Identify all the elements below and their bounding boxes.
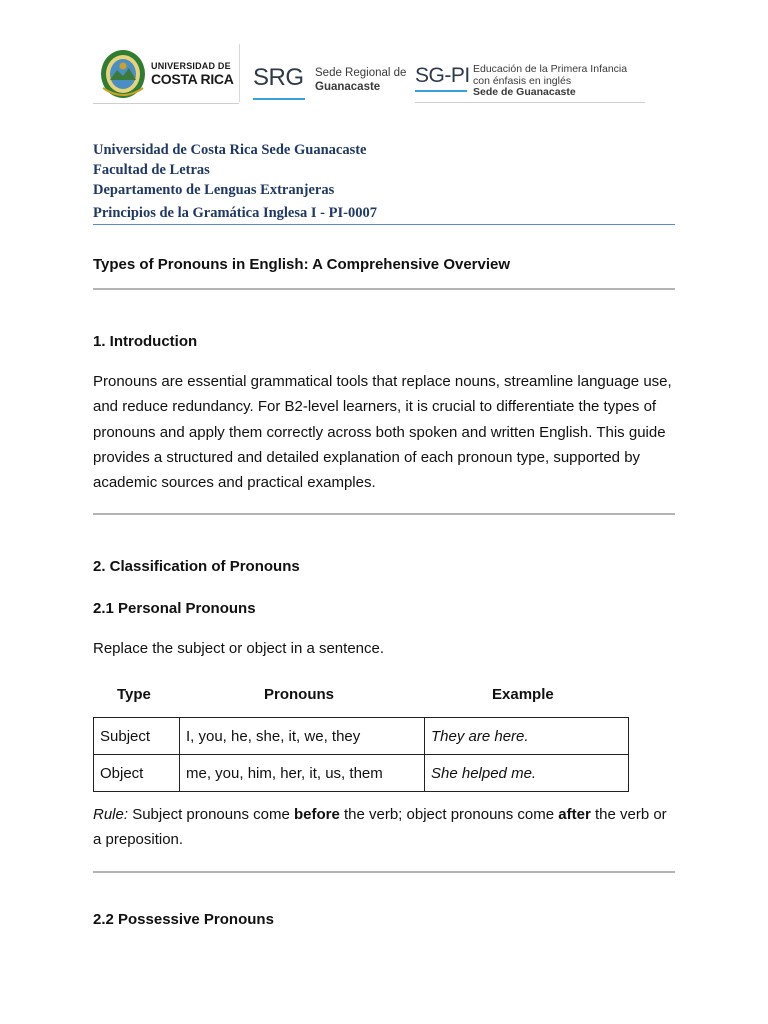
institution-block [93,140,377,223]
sgpi-logo-mark: SG-PI [415,64,470,87]
institution-line4: Principios de la Gramática Inglesa I - PI-0007 [93,205,377,221]
divider-2 [93,513,675,515]
table-cell-type: Object [94,755,180,792]
header-rule [93,224,675,225]
table-header-example: Example [492,686,554,703]
personal-pronouns-table [93,717,629,792]
table-row [94,755,629,792]
table-header-pronouns: Pronouns [264,686,334,703]
ucr-seal-icon [99,48,147,100]
table-row [94,718,629,755]
institution-line3: Departamento de Lenguas Extranjeras [93,182,335,198]
rule-text-2: the verb; object pronouns come [339,806,559,823]
table-header-type: Type [117,686,151,703]
possessive-pronouns-heading: 2.2 Possessive Pronouns [93,911,274,928]
institution-line1: Universidad de Costa Rica Sede Guanacaste [93,142,367,158]
srg-logo-sub2: Guanacaste [315,81,381,93]
rule-bold-before: before [293,806,340,823]
table-cell-pronouns: me, you, him, her, it, us, them [180,755,425,792]
table-cell-example: They are here. [425,718,629,755]
sgpi-logo-sub3: Sede de Guanacaste [473,86,576,98]
table-cell-example: She helped me. [425,755,629,792]
ucr-logo [93,42,239,104]
rule-paragraph [93,802,675,853]
rule-bold-after: after [558,806,591,823]
rule-text-1: Subject pronouns come [128,806,294,823]
sgpi-logo-sub1: Educación de la Primera Infancia [473,63,628,75]
rule-text-3: the verb or a preposition. [93,806,667,849]
ucr-logo-line2: COSTA RICA [151,71,234,87]
srg-logo-sub1: Sede Regional de [315,67,407,79]
logo-divider [239,44,240,102]
personal-pronouns-heading: 2.1 Personal Pronouns [93,600,256,617]
document-title: Types of Pronouns in English: A Comprehensive Overview [93,256,511,273]
rule-label: Rule: [93,806,129,823]
personal-pronouns-desc: Replace the subject or object in a sentence. [93,640,385,657]
table-cell-type: Subject [94,718,180,755]
sgpi-logo-sub2: con énfasis en inglés [473,74,572,87]
srg-logo-mark: SRG [253,64,304,91]
table-cell-pronouns: I, you, he, she, it, we, they [180,718,425,755]
ucr-logo-line1: UNIVERSIDAD DE [151,61,231,71]
header-logos [93,42,645,104]
classification-heading: 2. Classification of Pronouns [93,558,300,575]
divider-1 [93,288,675,290]
intro-paragraph: Pronouns are essential grammatical tools that replace nouns, streamline language use, and reduce redundancy. For B2-level learners, it is crucial to differentiate the types of pronouns and apply them correctly across both spoken and written English. This guide provides a structured and detailed explanation of each pronoun type, supported by academic sources and practical examples. [93,373,672,492]
institution-line2: Facultad de Letras [93,162,210,178]
logo-baseline [415,102,645,103]
intro-heading: 1. Introduction [93,333,198,350]
sgpi-logo-underline [415,90,467,92]
divider-3 [93,871,675,873]
srg-logo-underline [253,98,305,100]
